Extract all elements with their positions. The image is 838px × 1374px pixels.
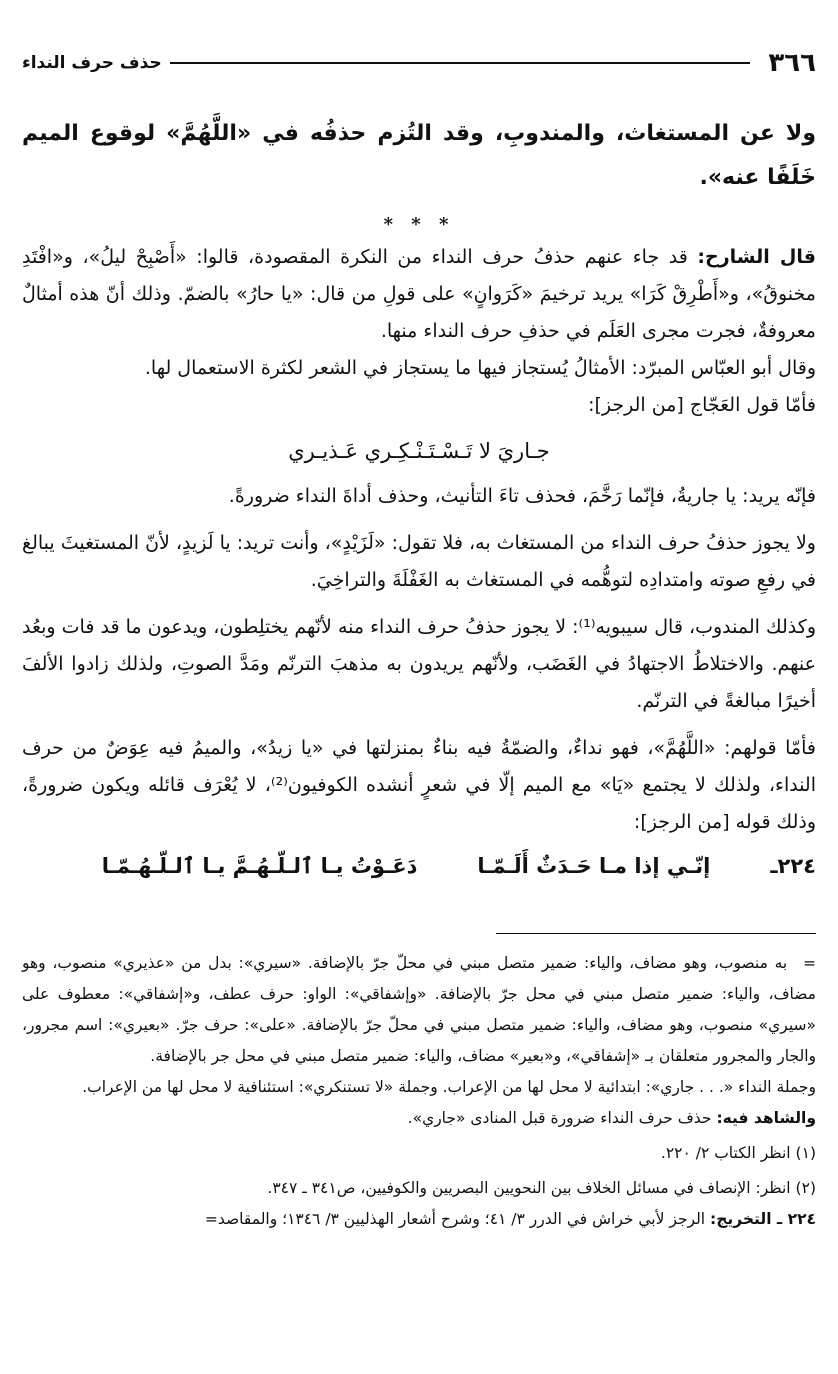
page-number: ٣٦٦ — [768, 48, 816, 78]
book-page — [22, 50, 816, 1235]
footnote-2-number: (٢) — [795, 1179, 816, 1197]
footnote-sentence-parsing: وجملة النداء «. . . جاري»: ابتدائية لا محل لها من الإعراب. وجملة «لا تستنكري»: استئنافية لا محل لها من الإعراب. — [82, 1078, 816, 1096]
commentary-text: قد جاء عنهم حذفُ حرف النداء من النكرة المقصودة، قالوا: «أَصْبِحْ ليلُ»، و«افْتَدِ مخنوقُ»، و«أَطْرِقْ كَرَا» يريد ترخيمَ «كَرَوانٍ» على قولِ من قال: «يا حارُ» بالضمّ. وذلك أنّ هذه أمثالٌ معروفةٌ، فجرت مجرى العَلَم في حذفِ حرف النداء منها. — [22, 246, 816, 342]
footnote-1 — [22, 1138, 816, 1169]
intro-paragraph: ولا عن المستغاث، والمندوبِ، وقد التُزم حذفُه في «اللَّهُمَّ» لوقوع الميم خَلَفًا عنه». — [22, 121, 816, 190]
commentator-label: قال الشارح: — [697, 246, 816, 268]
footnote-2 — [22, 1173, 816, 1204]
commentary-paragraph-1 — [22, 239, 816, 350]
verse-second-hemistich: دَعَـوْتُ يـا ٱلـلّـهُـمَّ يـا ٱلـلّـهُـمّـا — [101, 854, 418, 878]
section-separator: * * * — [383, 214, 455, 235]
footnote-1-number: (١) — [795, 1144, 816, 1162]
running-header — [22, 50, 816, 76]
commentary-paragraph-5: ولا يجوز حذفُ حرف النداء من المستغاث به، فلا تقول: «لَزَيْدٍ»، وأنت تريد: يا لَزيدٍ، لأنّ المستغيثَ يبالغ في رفعِ صوته وامتدادِه لتوهُّمه في المستغاث به الغَفْلَةَ والتراخِيَ. — [21, 532, 816, 591]
commentary-paragraph-4: فإنّه يريد: يا جاريةُ، فإنّما رَخَّمَ، فحذف تاءَ التأنيث، وحذف أداةَ النداء ضرورةً. — [228, 485, 816, 507]
verse-first-hemistich: إنّـي إذا مـا حَـدَثٌ أَلَـمّـا — [477, 854, 711, 878]
footnote-takhrij — [22, 1204, 816, 1235]
shahid-label: والشاهد فيه: — [716, 1109, 816, 1127]
verse-number: ٢٢٤ـ — [770, 854, 816, 878]
takhrij-label: ٢٢٤ ـ التخريج: — [710, 1210, 816, 1228]
commentary-paragraph-6: وكذلك المندوب، قال سيبويه⁽¹⁾: لا يجوز حذفُ حرف النداء منه لأنّهم يختلِطون، ويدعون ما قد فات وبعُد عنهم. والاختلاطُ الاجتهادُ في الغَضَب، ولأنّهم يريدون به مذهبَ الترنّم ومَدَّ الصوتِ، ولذلك زادوا الألفَ أخيرًا مبالغةً في الترنّم. — [22, 616, 817, 712]
running-title: حذف حرف النداء — [22, 53, 162, 73]
numbered-verse — [22, 845, 816, 887]
continuation-mark: = — [803, 954, 816, 972]
footnote-shahid — [22, 1103, 816, 1134]
main-text — [22, 112, 816, 887]
commentary-paragraph-7: فأمّا قولهم: «اللَّهُمَّ»، فهو نداءٌ، والضمّةُ فيه بناءٌ بمنزلتها في «يا زيدُ»، والميمُ فيه عِوَضٌ من حرف النداء، ولذلك لا يجتمع «يَا» مع الميم إلّا في شعرٍ أنشده الكوفيون⁽²⁾، لا يُعْرَف قائله ويكون ضرورةً، وذلك قوله [من الرجز]: — [22, 737, 816, 833]
commentary-paragraph-3: فأمّا قول العَجّاج [من الرجز]: — [588, 394, 816, 416]
verse-line: جـاريَ لا تَـسْـتَـنْـكِـري عَـذيـري — [288, 439, 550, 463]
footnote-rule — [496, 933, 816, 934]
footnote-2-text: انظر: الإنصاف في مسائل الخلاف بين النحويين البصريين والكوفيين، ص٣٤١ ـ ٣٤٧. — [267, 1179, 791, 1197]
footnote-continuation-text: به منصوب، وهو مضاف، والياء: ضمير متصل مبني في محلّ جرّ بالإضافة. «سيري»: بدل من «عذيري» منصوب، وهو مضاف، والياء: ضمير متصل مبني في محل جرّ بالإضافة. «وإشفاقي»: الواو: حرف عطف، و«إشفاقي»: معطوف على «سيري» منصوب، وهو مضاف، والياء: ضمير متصل مبني في محلّ جرّ بالإضافة. «على»: حرف جرّ. «بعيري»: اسم مجرور، والجار والمجرور متعلقان بـ «إشفاقي»، و«بعير» مضاف، والياء: ضمير متصل مبني في محل جر بالإضافة. — [22, 954, 816, 1065]
commentary-paragraph-2: وقال أبو العبّاس المبرّد: الأمثالُ يُستجاز فيها ما يستجاز في الشعر لكثرة الاستعمال لها. — [144, 357, 816, 379]
header-rule — [170, 62, 751, 64]
shahid-text: حذف حرف النداء ضرورة قبل المنادى «جاري». — [407, 1109, 712, 1127]
footnote-1-text: انظر الكتاب ٢/ ٢٢٠. — [660, 1144, 791, 1162]
takhrij-text: الرجز لأبي خراش في الدرر ٣/ ٤١؛ وشرح أشعار الهذليين ٣/ ١٣٤٦؛ والمقاصد= — [204, 1210, 706, 1228]
footnotes — [22, 948, 816, 1235]
footnote-continuation — [22, 948, 816, 1072]
